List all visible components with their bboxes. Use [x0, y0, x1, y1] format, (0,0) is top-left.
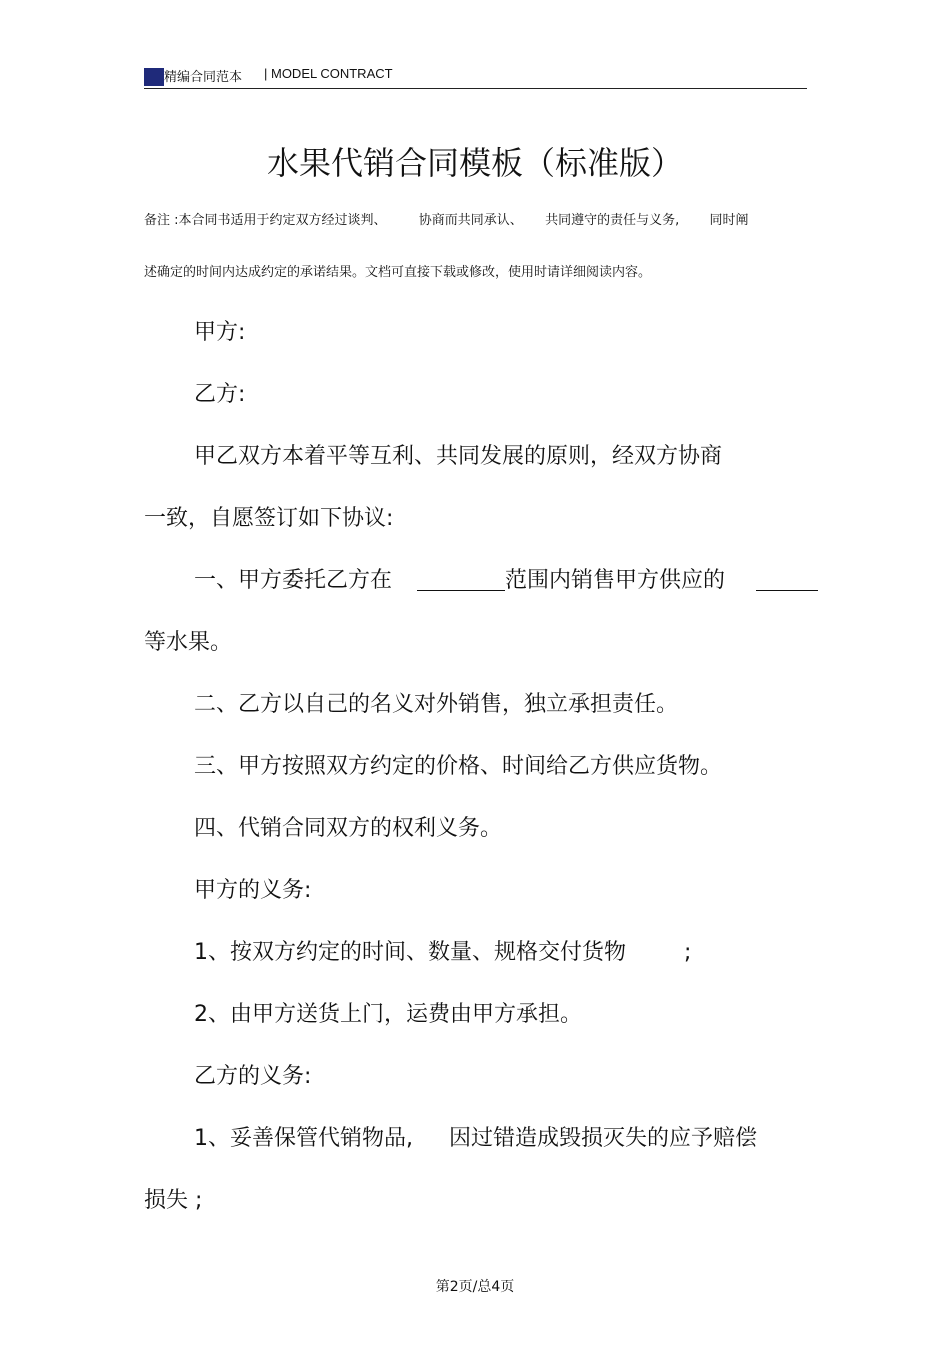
header-brand-cn: 精编合同范本	[164, 70, 243, 85]
clause-2: 二、乙方以自己的名义对外销售，独立承担责任。	[194, 692, 679, 717]
clause-text: 范围内销售甲方供应的	[505, 568, 726, 593]
party-a-duty-1	[194, 935, 691, 966]
party-b-duty-1	[194, 1121, 757, 1152]
party-b-duties-title: 乙方的义务:	[194, 1064, 312, 1089]
party-b-duty-1-cont: 损失 ;	[144, 1188, 203, 1213]
clause-1	[194, 563, 818, 594]
clause-1-cont: 等水果。	[144, 630, 233, 655]
note-line-1	[144, 209, 749, 228]
clause-text: 一、甲方委托乙方在	[194, 568, 393, 593]
duty-text: ;	[684, 940, 692, 965]
duty-text: 1、按双方约定的时间、数量、规格交付货物	[194, 940, 626, 965]
blank-field[interactable]	[417, 568, 505, 591]
duty-text: 因过错造成毁损灭失的应予赔偿	[449, 1126, 758, 1151]
note-text: 同时阐	[709, 213, 749, 228]
duty-text: 1、妥善保管代销物品,	[194, 1126, 413, 1151]
note-line-2: 述确定的时间内达成约定的承诺结果。文档可直接下载或修改，使用时请详细阅读内容。	[144, 265, 652, 280]
page-header	[144, 64, 807, 89]
note-text: 共同遵守的责任与义务,	[545, 213, 680, 228]
clause-4: 四、代销合同双方的权利义务。	[194, 816, 503, 841]
clause-3: 三、甲方按照双方约定的价格、时间给乙方供应货物。	[194, 754, 723, 779]
party-b-label: 乙方:	[194, 382, 246, 407]
intro-paragraph: 甲乙双方本着平等互利、共同发展的原则，经双方协商	[194, 444, 723, 469]
logo-icon	[144, 68, 164, 86]
party-a-label: 甲方:	[194, 320, 246, 345]
party-a-duty-2: 2、由甲方送货上门，运费由甲方承担。	[194, 1002, 582, 1027]
document-title: 水果代销合同模板（标准版）	[266, 144, 683, 182]
note-text: 备注 :本合同书适用于约定双方经过谈判、	[144, 213, 387, 228]
party-a-duties-title: 甲方的义务:	[194, 878, 312, 903]
blank-field[interactable]	[756, 568, 818, 591]
note-text: 协商而共同承认、	[418, 213, 523, 228]
intro-paragraph-cont: 一致，自愿签订如下协议:	[144, 506, 394, 531]
page-footer: 第2页/总4页	[435, 1279, 515, 1295]
header-brand-en: | MODEL CONTRACT	[264, 66, 393, 81]
